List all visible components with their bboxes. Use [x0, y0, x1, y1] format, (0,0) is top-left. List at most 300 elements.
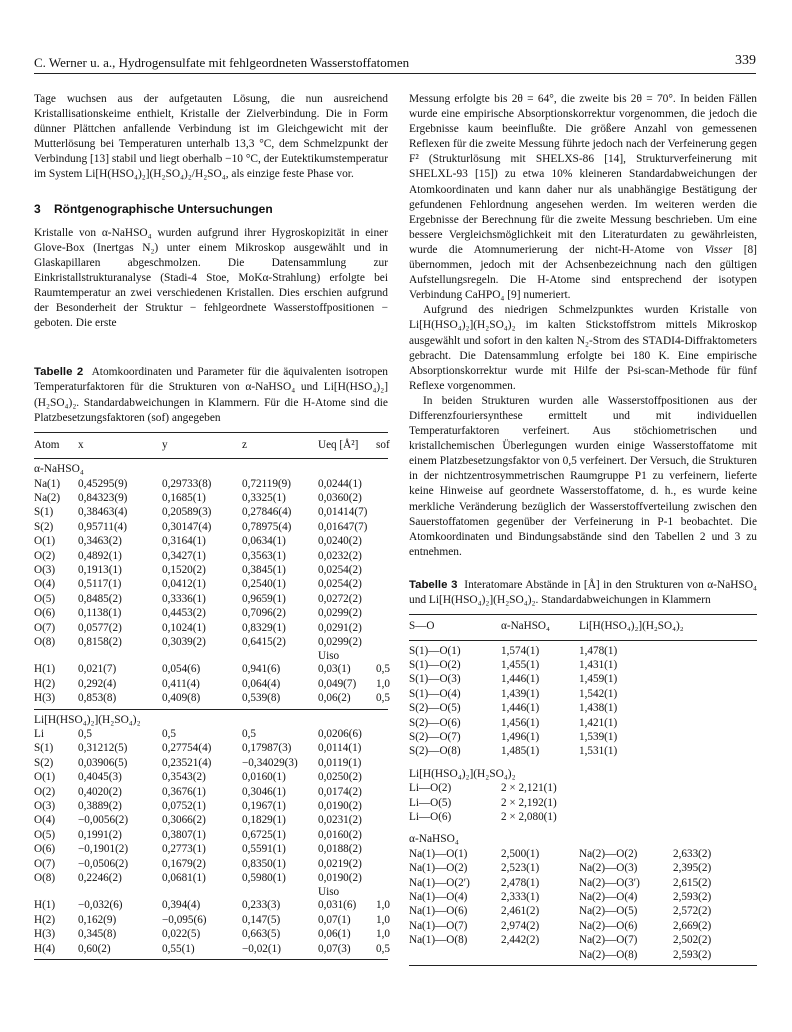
table-cell: 2,669(2) — [673, 919, 712, 932]
table-cell: 1,456(1) — [501, 716, 540, 729]
table-cell: 0,1138(1) — [78, 607, 122, 620]
table-row — [34, 799, 388, 813]
table-row — [34, 842, 388, 856]
table-cell: 0,01414(7) — [318, 506, 368, 519]
table-cell: O(2) — [34, 549, 56, 562]
table-cell: S—O — [409, 620, 435, 633]
table-rule — [34, 959, 388, 960]
table-cell: S(2)—O(8) — [409, 745, 461, 758]
table-row — [34, 927, 388, 941]
table-cell: 0,0240(2) — [318, 535, 362, 548]
table-row — [409, 716, 757, 730]
table-group-title: Li[H(HSO₄)₂](H₂SO₄)₂ — [34, 713, 141, 726]
table-cell: 0,1679(2) — [162, 857, 206, 870]
table-cell: 2,461(2) — [501, 905, 540, 918]
table-cell: 0,03(1) — [318, 663, 351, 676]
table-row — [409, 847, 757, 861]
table-cell: 2,502(2) — [673, 934, 712, 947]
table-cell: 0,0188(2) — [318, 843, 362, 856]
section-title: Röntgenographische Untersuchungen — [54, 201, 273, 216]
table-cell: Atom — [34, 438, 60, 451]
table-cell: 1,446(1) — [501, 673, 540, 686]
table-cell: 0,3046(1) — [242, 785, 286, 798]
table-cell: 0,021(7) — [78, 663, 117, 676]
table-cell: Li—O(2) — [409, 782, 452, 795]
table-cell: O(4) — [34, 814, 56, 827]
table-cell: 0,45295(9) — [78, 477, 128, 490]
table-cell: H(3) — [34, 928, 56, 941]
table-row — [34, 828, 388, 842]
table-cell: 0,3427(1) — [162, 549, 206, 562]
table-cell: 1,0 — [376, 928, 390, 941]
uiso-label: Uiso — [318, 886, 340, 899]
table-group-title: α-NaHSO₄ — [409, 833, 459, 846]
table-cell: H(4) — [34, 942, 56, 955]
table-cell: 0,30147(4) — [162, 520, 212, 533]
table-cell: 0,4453(2) — [162, 607, 206, 620]
table-cell: −0,02(1) — [242, 942, 281, 955]
table-cell: Na(2)—O(4) — [579, 891, 638, 903]
table-cell: 0,6415(2) — [242, 635, 286, 648]
table-cell: 0,2246(2) — [78, 872, 122, 885]
table-cell: S(2)—O(5) — [409, 702, 461, 715]
table-cell: 0,5 — [376, 663, 390, 676]
table-cell: 0,0752(1) — [162, 800, 206, 813]
table-cell: H(2) — [34, 677, 56, 690]
table-rule — [34, 432, 388, 433]
table-row — [34, 534, 388, 548]
table-cell: 0,8158(2) — [78, 635, 122, 648]
table-row — [34, 857, 388, 871]
table-cell: 0,3463(2) — [78, 535, 122, 548]
table-cell: 0,233(3) — [242, 899, 281, 912]
table-cell: 0,31212(5) — [78, 742, 128, 755]
table-cell: Ueq [Å²] — [318, 438, 359, 451]
table-cell: 0,1685(1) — [162, 491, 206, 504]
table-cell: 0,2773(1) — [162, 843, 206, 856]
table-cell: 0,0360(2) — [318, 491, 362, 504]
table-cell: 0,0160(2) — [318, 828, 362, 841]
table-header-row — [34, 436, 388, 455]
table-cell: 0,3066(2) — [162, 814, 206, 827]
table-cell: 0,3336(1) — [162, 592, 206, 605]
table-cell: 0,23521(4) — [162, 756, 212, 769]
table-cell: 0,853(8) — [78, 692, 117, 705]
table-row — [34, 505, 388, 519]
paragraph: Aufgrund des niedrigen Schmelzpunktes wurden Kristalle von Li[H(HSO₄)₂](H₂SO₄)₂ im kalten Stickstoffstrom mittels Mikroskop ausgewählt und sofort in den kalten N₂-Strom des STADI4-Diffraktometers gebracht. Die Datensammlung erfolgte bei 180 K. Eine empirische Absorptionskorrektur wurde mit Hilfe der Psi-scan-Methode für fünf Reflexe vorgenommen. — [409, 304, 757, 392]
table-row — [409, 810, 757, 824]
table-cell: Li[H(HSO₄)₂](H₂SO₄)₂ — [579, 620, 684, 633]
table-cell: 1,446(1) — [501, 702, 540, 715]
table-cell: α-NaHSO₄ — [501, 620, 550, 633]
table3-label: Tabelle 3 — [409, 578, 458, 591]
table-row — [34, 756, 388, 770]
table-cell: 1,0 — [376, 913, 390, 926]
table-cell: 0,03906(5) — [78, 756, 128, 769]
table-cell: 1,531(1) — [579, 745, 618, 758]
table-cell: O(2) — [34, 785, 56, 798]
table-cell: 0,162(9) — [78, 913, 117, 926]
table-cell: 0,27846(4) — [242, 506, 292, 519]
table2-label: Tabelle 2 — [34, 366, 84, 379]
table-cell: S(1)—O(1) — [409, 644, 461, 657]
table-cell: 0,031(6) — [318, 899, 357, 912]
table-cell: 2 × 2,121(1) — [501, 782, 557, 795]
table-cell: 2,395(2) — [673, 862, 712, 875]
table-cell: 0,0299(2) — [318, 635, 362, 648]
table-cell: S(1)—O(2) — [409, 658, 461, 671]
table-cell: 0,1024(1) — [162, 621, 206, 634]
table-cell: 0,147(5) — [242, 913, 281, 926]
table-cell: Na(2)—O(3) — [579, 862, 638, 875]
table-cell: 0,0190(2) — [318, 800, 362, 813]
table-cell: 0,5591(1) — [242, 843, 286, 856]
table-cell: Na(1)—O(2) — [409, 862, 468, 875]
table-cell: 0,60(2) — [78, 942, 111, 955]
table-cell: 0,0634(1) — [242, 535, 286, 548]
table-cell: z — [242, 438, 247, 451]
table-row — [34, 491, 388, 505]
table3-caption — [409, 578, 757, 608]
table-cell: Na(1)—O(8) — [409, 934, 468, 947]
table-cell: 1,0 — [376, 677, 390, 690]
table-row — [34, 635, 388, 649]
table-rule — [409, 965, 757, 966]
table2 — [34, 432, 388, 960]
table-cell: S(1)—O(3) — [409, 673, 461, 686]
table-cell: 1,439(1) — [501, 687, 540, 700]
table-cell: 0,3039(2) — [162, 635, 206, 648]
table-cell: 1,542(1) — [579, 687, 618, 700]
table-cell: Na(2)—O(3′) — [579, 876, 640, 889]
table-cell: −0,095(6) — [162, 913, 207, 926]
table-row — [409, 644, 757, 658]
table-cell: 0,3563(1) — [242, 549, 286, 562]
table-row — [409, 876, 757, 890]
table-row — [409, 781, 757, 795]
table3-caption-text: Interatomare Abstände in [Å] in den Strukturen von α-NaHSO₄ und Li[H(HSO₄)₂](H₂SO₄)₂. Standardabweichungen in Klammern — [409, 578, 758, 606]
table-cell: 2,478(1) — [501, 876, 540, 889]
table-cell: 0,95711(4) — [78, 520, 127, 533]
table-cell: Na(2) — [34, 491, 61, 504]
table-cell: Na(1) — [34, 477, 61, 490]
table-cell: S(1)—O(4) — [409, 687, 461, 700]
table-row — [34, 577, 388, 591]
table2-caption-text: Atomkoordinaten und Parameter für die äquivalenten isotropen Temperaturfaktoren für die Strukturen von α-NaHSO₄ und Li[H(HSO₄)₂](H₂SO₄)₂. Standardabweichungen in Klammern. Für die H-Atome sind die Platzbesetzungsfaktoren (sof) angegeben — [34, 366, 388, 424]
table-row — [34, 727, 388, 741]
table-cell: 0,0577(2) — [78, 621, 122, 634]
table-cell: 0,0174(2) — [318, 785, 362, 798]
table-cell: 0,411(4) — [162, 677, 200, 690]
table-cell: Na(1)—O(7) — [409, 919, 468, 932]
table-cell: 0,38463(4) — [78, 506, 128, 519]
table-cell: O(5) — [34, 592, 56, 605]
table-cell: O(6) — [34, 843, 56, 856]
table-row — [34, 942, 388, 956]
table-cell: O(1) — [34, 535, 56, 548]
table-row — [34, 785, 388, 799]
table-cell: 0,8350(1) — [242, 857, 286, 870]
table2-caption — [34, 365, 388, 425]
table-cell: Na(1)—O(2′) — [409, 876, 470, 889]
table-cell: 0,8329(1) — [242, 621, 286, 634]
table-row — [409, 658, 757, 672]
left-column — [34, 92, 388, 963]
table-cell: 0,20589(3) — [162, 506, 212, 519]
table-cell: 1,438(1) — [579, 702, 618, 715]
paragraph: Kristalle von α-NaHSO₄ wurden aufgrund ihrer Hygroskopizität in einer Glove-Box (Inertgas N₂) unter einem Mikroskop ausgewählt und in Glaskapillaren abgeschmolzen. Die Datensammlung zur Einkristallstrukturanalyse (Stadi-4 Stoe, MoKα-Strahlung) erfolgte bei Raumtemperatur an zwei verschiedenen Kristallen. Dies erschien aufgrund der Besonderheit der Struktur − fehlgeordnete Wasserstoffpositionen − geboten. Die erste — [34, 226, 388, 330]
right-column — [409, 92, 757, 969]
table-cell: 0,3889(2) — [78, 800, 122, 813]
table-row — [34, 606, 388, 620]
table-cell: 0,049(7) — [318, 677, 357, 690]
table-cell: 0,0681(1) — [162, 872, 206, 885]
table-cell: 0,5 — [242, 728, 256, 740]
table-cell: 0,06(2) — [318, 692, 351, 705]
table-cell: 0,4892(1) — [78, 549, 122, 562]
table-cell: Na(1)—O(6) — [409, 905, 468, 918]
table-group-title: Li[H(HSO₄)₂](H₂SO₄)₂ — [409, 767, 516, 780]
table-cell: 0,0232(2) — [318, 549, 362, 562]
table-cell: 0,0160(1) — [242, 771, 286, 784]
table-cell: 0,0114(1) — [318, 742, 362, 755]
table-row — [34, 770, 388, 784]
table-row — [34, 871, 388, 885]
table-cell: 0,409(8) — [162, 692, 201, 705]
table-cell: S(1) — [34, 506, 54, 519]
table-cell: 1,574(1) — [501, 644, 540, 657]
table-row — [34, 549, 388, 563]
table-row — [409, 933, 757, 947]
table-cell: 0,78975(4) — [242, 520, 292, 533]
table-group-title: α-NaHSO₄ — [34, 463, 84, 476]
table-cell: −0,1901(2) — [78, 843, 129, 856]
table-row — [34, 563, 388, 577]
table-cell: O(3) — [34, 563, 56, 576]
table-cell: Na(2)—O(2) — [579, 847, 638, 860]
table-cell: O(1) — [34, 771, 56, 784]
table-cell: 0,07(3) — [318, 942, 351, 955]
table-cell: 1,421(1) — [579, 716, 618, 729]
table-cell: 0,345(8) — [78, 928, 117, 941]
table-cell: 0,1520(2) — [162, 563, 206, 576]
table-cell: H(1) — [34, 899, 56, 912]
table-cell: Na(2)—O(5) — [579, 905, 638, 918]
table-cell: 0,0412(1) — [162, 578, 206, 591]
section-number: 3 — [34, 201, 41, 216]
table-row — [34, 677, 388, 691]
table-cell: 0,8485(2) — [78, 592, 122, 605]
table-cell: 2,500(1) — [501, 847, 540, 860]
table-cell: 0,3807(1) — [162, 828, 206, 841]
table-cell: 0,4020(2) — [78, 785, 122, 798]
table-cell: 0,4045(3) — [78, 771, 122, 784]
table-cell: 0,1913(1) — [78, 563, 122, 576]
table-cell: 0,539(8) — [242, 692, 281, 705]
table-row — [409, 919, 757, 933]
spacer — [409, 824, 757, 832]
table-cell: 0,054(6) — [162, 663, 201, 676]
table-cell: 1,478(1) — [579, 644, 618, 657]
uiso-label: Uiso — [318, 650, 340, 663]
table-cell: 0,06(1) — [318, 928, 351, 941]
table-cell: 0,3676(1) — [162, 785, 206, 798]
table-cell: 0,0231(2) — [318, 814, 362, 827]
table-cell: 0,0219(2) — [318, 857, 362, 870]
table-row — [409, 744, 757, 758]
table-cell: 0,5 — [376, 942, 390, 955]
table-cell: 0,5 — [376, 692, 390, 705]
table-cell: 2,633(2) — [673, 847, 712, 860]
running-title: C. Werner u. a., Hydrogensulfate mit fehlgeordneten Wasserstoffatomen — [34, 55, 410, 70]
table-row — [409, 687, 757, 701]
table-cell: 0,9659(1) — [242, 592, 286, 605]
table-header-row — [409, 618, 757, 636]
table-row — [34, 621, 388, 635]
table-cell: 0,0206(6) — [318, 728, 362, 740]
table-cell: 2,333(1) — [501, 891, 540, 903]
table-cell: 2,442(2) — [501, 934, 540, 947]
table-cell: 0,663(5) — [242, 928, 281, 941]
table-cell: Na(2)—O(7) — [579, 934, 638, 947]
table-rule — [34, 709, 388, 710]
table-cell: O(7) — [34, 621, 56, 634]
table-cell: 2,523(1) — [501, 862, 540, 875]
table-cell: 0,0254(2) — [318, 578, 362, 591]
table-cell: 0,5117(1) — [78, 578, 122, 591]
table-cell: 0,064(4) — [242, 677, 281, 690]
table-cell: Na(2)—O(8) — [579, 948, 638, 961]
table-cell: 2 × 2,192(1) — [501, 796, 557, 809]
table-cell: S(2) — [34, 520, 54, 533]
table-row — [409, 948, 757, 962]
table-cell: 0,3325(1) — [242, 491, 286, 504]
table-cell: Li—O(5) — [409, 796, 452, 809]
table-cell: 0,5 — [162, 728, 176, 740]
table-row — [34, 592, 388, 606]
table-cell: 0,022(5) — [162, 928, 201, 941]
paragraph: Messung erfolgte bis 2θ = 64°, die zweite bis 2θ = 70°. In beiden Fällen wurde eine empirische Absorptionskorrektur vorgenommen, die jedoch die Ergebnisse kaum beeinflußte. Die größere Anzahl von gemessenen Reflexen für die zweite Messung führte jedoch nach der Verfeinerung gegen F² (Strukturlösung mit SHELXS-86 [14], Strukturverfeinerung mit SHELXL-93 [15]) zu etwa 10% kleineren Standardabweichungen der Atomkoordinaten und kann daher nur als unabhängige Bestätigung der gefundenen Fehlordnung angesehen werden. Im weiteren werden die Ergebnisse der Berechnung für die zweite Messung beschrieben. Um eine bessere Vergleichsmöglichkeit mit den Literaturdaten zu gewährleisten, wurde die Atomnumerierung der nicht-H-Atome von Visser [8] übernommen, jedoch mit der Achsenbezeichnung nach den gültigen Aufstellungsregeln. Die H-Atome sind entsprechend der isotypen Verbindung CaHPO₄ [9] numeriert. — [409, 93, 757, 302]
table-cell: 1,496(1) — [501, 730, 540, 743]
page-number: 339 — [735, 53, 756, 68]
table-cell: 0,6725(1) — [242, 828, 286, 841]
table-cell: y — [162, 438, 168, 451]
table-cell: 0,5980(1) — [242, 872, 286, 885]
table-cell: 0,5 — [78, 728, 92, 740]
table-cell: 2,572(2) — [673, 905, 712, 918]
table-cell: O(4) — [34, 578, 56, 591]
table-cell: −0,34029(3) — [242, 756, 298, 769]
table-cell: 0,0244(1) — [318, 477, 362, 490]
table-cell: O(7) — [34, 857, 56, 870]
table-cell: S(2)—O(7) — [409, 730, 461, 743]
table-cell: 0,394(4) — [162, 899, 201, 912]
table-row — [409, 796, 757, 810]
table-cell: −0,0506(2) — [78, 857, 129, 870]
paragraph: In beiden Strukturen wurden alle Wasserstoffpositionen aus der Differenzfouriersynthese ermittelt und mit individuellen Temperaturfaktoren verfeinert. Aus stöchiometrischen und kristallchemischen Überlegungen wurden einige Wasserstoffatome mit einem Platzbesetzungsfaktor von 0,5 verfeinert. Der Versuch, die Strukturen in der nichtzentrosymmetrischen Raumgruppe P1 zu verfeinern, lieferte keine Hinweise auf geordnete Wasserstoffatome, d. h., es wurde keine merkliche Veränderung bezüglich der Wasserstoffverteilung zwischen den Sauerstoffatomen gegenüber der Verfeinerung in P-1 beobachtet. Die Atomkoordinaten und Bindungsabstände sind den Tabellen 2 und 3 zu entnehmen. — [409, 394, 757, 558]
table-cell: 1,455(1) — [501, 658, 540, 671]
table-rule — [34, 458, 388, 459]
table-cell: Na(1)—O(4) — [409, 891, 468, 903]
table-row — [34, 520, 388, 534]
table-cell: 0,0250(2) — [318, 771, 362, 784]
table-cell: 1,0 — [376, 899, 390, 912]
table-cell: 0,0190(2) — [318, 872, 362, 885]
table-cell: O(5) — [34, 828, 56, 841]
table-cell: 0,17987(3) — [242, 742, 292, 755]
table-cell: 0,941(6) — [242, 663, 281, 676]
table-cell: S(2) — [34, 756, 54, 769]
table-cell: 0,292(4) — [78, 677, 117, 690]
table-cell: 2,593(2) — [673, 948, 712, 961]
table-cell: H(2) — [34, 913, 56, 926]
table-cell: sof — [376, 438, 390, 451]
table-row — [34, 813, 388, 827]
table-cell: O(3) — [34, 800, 56, 813]
table-rule — [409, 640, 757, 641]
table-row — [409, 730, 757, 744]
table-cell: 1,459(1) — [579, 673, 618, 686]
table-cell: 0,0291(2) — [318, 621, 362, 634]
table-cell: x — [78, 438, 84, 451]
table-cell: 0,07(1) — [318, 913, 351, 926]
table-cell: −0,032(6) — [78, 899, 123, 912]
table-cell: Li — [34, 728, 44, 740]
table-cell: 0,55(1) — [162, 942, 195, 955]
table-cell: O(8) — [34, 635, 56, 648]
table3 — [409, 614, 757, 966]
table-cell: S(2)—O(6) — [409, 716, 461, 729]
table-row — [409, 904, 757, 918]
section-heading — [34, 202, 388, 217]
table-rule — [409, 614, 757, 615]
table-row — [409, 861, 757, 875]
table-cell: 0,1991(2) — [78, 828, 122, 841]
table-cell: 0,0254(2) — [318, 563, 362, 576]
table-cell: 0,84323(9) — [78, 491, 128, 504]
table-cell: 0,7096(2) — [242, 607, 286, 620]
table-row — [34, 691, 388, 705]
table-cell: 0,0119(1) — [318, 756, 362, 769]
table-cell: 0,72119(9) — [242, 477, 291, 490]
spacer — [409, 759, 757, 767]
table-row — [409, 672, 757, 686]
table-row — [34, 741, 388, 755]
table-row — [34, 662, 388, 676]
table-row — [34, 477, 388, 491]
table-cell: 0,27754(4) — [162, 742, 212, 755]
table-cell: 2,593(2) — [673, 891, 712, 903]
table-cell: S(1) — [34, 742, 54, 755]
table-cell: 1,431(1) — [579, 658, 618, 671]
table-cell: 0,0272(2) — [318, 592, 362, 605]
table-cell: H(3) — [34, 692, 56, 705]
table-cell: 0,3845(1) — [242, 563, 286, 576]
table-cell: 2,974(2) — [501, 919, 540, 932]
table-row — [409, 890, 757, 904]
table-row — [409, 701, 757, 715]
table-cell: 1,539(1) — [579, 730, 618, 743]
table-cell: 0,3543(2) — [162, 771, 206, 784]
table-cell: −0,0056(2) — [78, 814, 129, 827]
table-cell: 2 × 2,080(1) — [501, 810, 557, 823]
table-cell: 0,3164(1) — [162, 535, 206, 548]
paragraph: Tage wuchsen aus der aufgetauten Lösung, die nun ausreichend Kristallisationskeime enthielt, Kristalle der Zielverbindung. Die in Form dünner Plättchen anfallende Verbindung ist im Gleichgewicht mit der Mutterlösung bei Temperaturen unterhalb 13,3 °C, dem Schmelzpunkt der Verbindung [13] stabil und liegt oberhalb −10 °C, der Eutektikumstemperatur im System Li[H(HSO₄)₂](H₂SO₄)₂/H₂SO₄, als einzige feste Phase vor. — [34, 93, 388, 181]
table-cell: 0,0299(2) — [318, 607, 362, 620]
table-cell: Li—O(6) — [409, 810, 452, 823]
table-cell: Na(1)—O(1) — [409, 847, 468, 860]
table-cell: 1,485(1) — [501, 745, 540, 758]
